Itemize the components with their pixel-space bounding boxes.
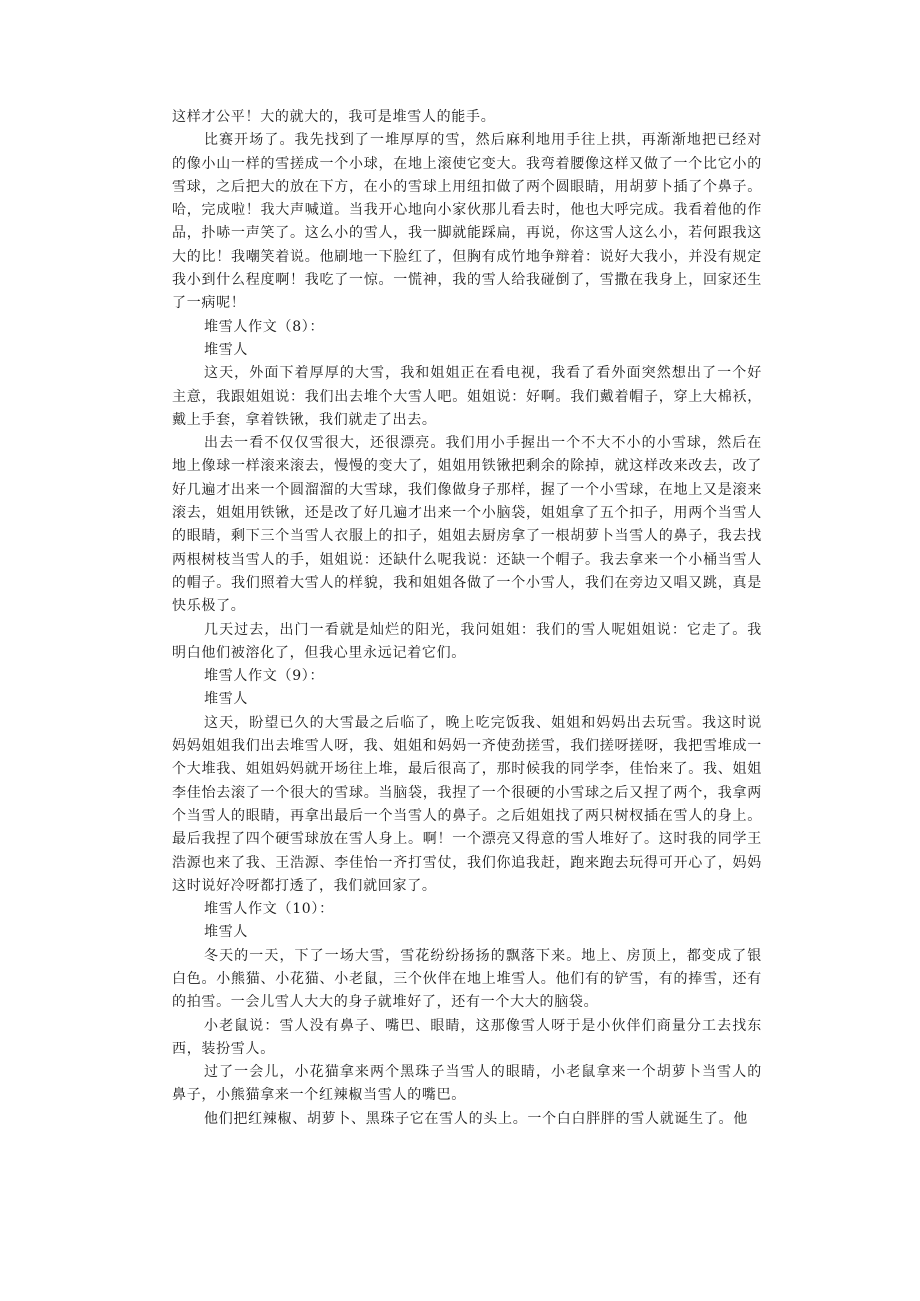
paragraph: 冬天的一天，下了一场大雪，雪花纷纷扬扬的飘落下来。地上、房顶上，都变成了银白色。小熊猫、小花猫、小老鼠，三个伙伴在地上堆雪人。他们有的铲雪，有的捧雪，还有的拍雪。一会儿雪人大大的身子就堆好了，还有一个大大的脑袋。 [172, 947, 762, 1011]
section-title: 堆雪人 [204, 341, 249, 358]
section-heading: 堆雪人作文（10）： [204, 901, 334, 918]
document-body [172, 106, 762, 1131]
paragraph: 这样才公平！大的就大的，我可是堆雪人的能手。 [172, 109, 496, 125]
paragraph: 这天，盼望已久的大雪最之后临了，晚上吃完饭我、姐姐和妈妈出去玩雪。我这时说妈妈姐姐我们出去堆雪人呀，我、姐姐和妈妈一齐使劲搓雪，我们搓呀搓呀，我把雪堆成一个大堆我、姐姐妈妈就开场往上堆，最后很高了，那时候我的同学李，佳怡来了。我、姐姐李佳怡去滚了一个很大的雪球。当脑袋，我捏了一个很硬的小雪球之后又捏了两个，我拿两个当雪人的眼睛，再拿出最后一个当雪人的鼻子。之后姐姐找了两只树杈插在雪人的身上。最后我捏了四个硬雪球放在雪人身上。啊！一个漂亮又得意的雪人堆好了。这时我的同学王浩源也来了我、王浩源、李佳怡一齐打雪仗，我们你追我赶，跑来跑去玩得可开心了，妈妈这时说好冷呀都打透了，我们就回家了。 [172, 714, 762, 894]
section-title: 堆雪人 [204, 924, 249, 941]
paragraph: 这天，外面下着厚厚的大雪，我和姐姐正在看电视，我看了看外面突然想出了一个好主意，我跟姐姐说：我们出去堆个大雪人吧。姐姐说：好啊。我们戴着帽子，穿上大棉袄，戴上手套，拿着铁锹，我们就走了出去。 [172, 365, 762, 428]
section-heading: 堆雪人作文（8）： [204, 318, 325, 335]
section-title: 堆雪人 [204, 691, 249, 708]
section-heading: 堆雪人作文（9）： [204, 668, 325, 685]
paragraph: 过了一会儿，小花猫拿来两个黑珠子当雪人的眼睛，小老鼠拿来一个胡萝卜当雪人的鼻子，小熊猫拿来一个红辣椒当雪人的嘴巴。 [172, 1064, 762, 1104]
paragraph: 几天过去，出门一看就是灿烂的阳光，我问姐姐：我们的雪人呢姐姐说：它走了。我明白他们被溶化了，但我心里永远记着它们。 [172, 621, 762, 661]
paragraph: 他们把红辣椒、胡萝卜、黑珠子它在雪人的头上。一个白白胖胖的雪人就诞生了。他 [204, 1110, 748, 1127]
paragraph: 小老鼠说：雪人没有鼻子、嘴巴、眼睛，这那像雪人呀于是小伙伴们商量分工去找东西，装扮雪人。 [172, 1017, 762, 1057]
paragraph: 比赛开场了。我先找到了一堆厚厚的雪，然后麻利地用手往上拱，再渐渐地把已经对的像小山一样的雪搓成一个小球，在地上滚使它变大。我弯着腰像这样又做了一个比它小的雪球，之后把大的放在下方，在小的雪球上用纽扣做了两个圆眼睛，用胡萝卜插了个鼻子。哈，完成啦！我大声喊道。当我开心地向小家伙那儿看去时，他也大呼完成。我看着他的作品，扑哧一声笑了。这么小的雪人，我一脚就能踩扁，再说，你这雪人这么小，若何跟我这大的比！我嘲笑着说。他刷地一下脸红了，但胸有成竹地争辩着：说好大我小，并没有规定我小到什么程度啊！我吃了一惊。一慌神，我的雪人给我碰倒了，雪撒在我身上，回家还生了一病呢！ [172, 132, 762, 312]
paragraph: 出去一看不仅仅雪很大，还很漂亮。我们用小手握出一个不大不小的小雪球，然后在地上像球一样滚来滚去，慢慢的变大了，姐姐用铁锹把剩余的除掉，就这样改来改去，改了好几遍才出来一个圆溜溜的大雪球，我们像做身子那样，握了一个小雪球，在地上又是滚来滚去，姐姐用铁锹，还是改了好几遍才出来一个小脑袋，姐姐拿了五个扣子，用两个当雪人的眼睛，剩下三个当雪人衣服上的扣子，姐姐去厨房拿了一根胡萝卜当雪人的鼻子，我去找两根树枝当雪人的手，姐姐说：还缺什么呢我说：还缺一个帽子。我去拿来一个小桶当雪人的帽子。我们照着大雪人的样貌，我和姐姐各做了一个小雪人，我们在旁边又唱又跳，真是快乐极了。 [172, 435, 762, 615]
